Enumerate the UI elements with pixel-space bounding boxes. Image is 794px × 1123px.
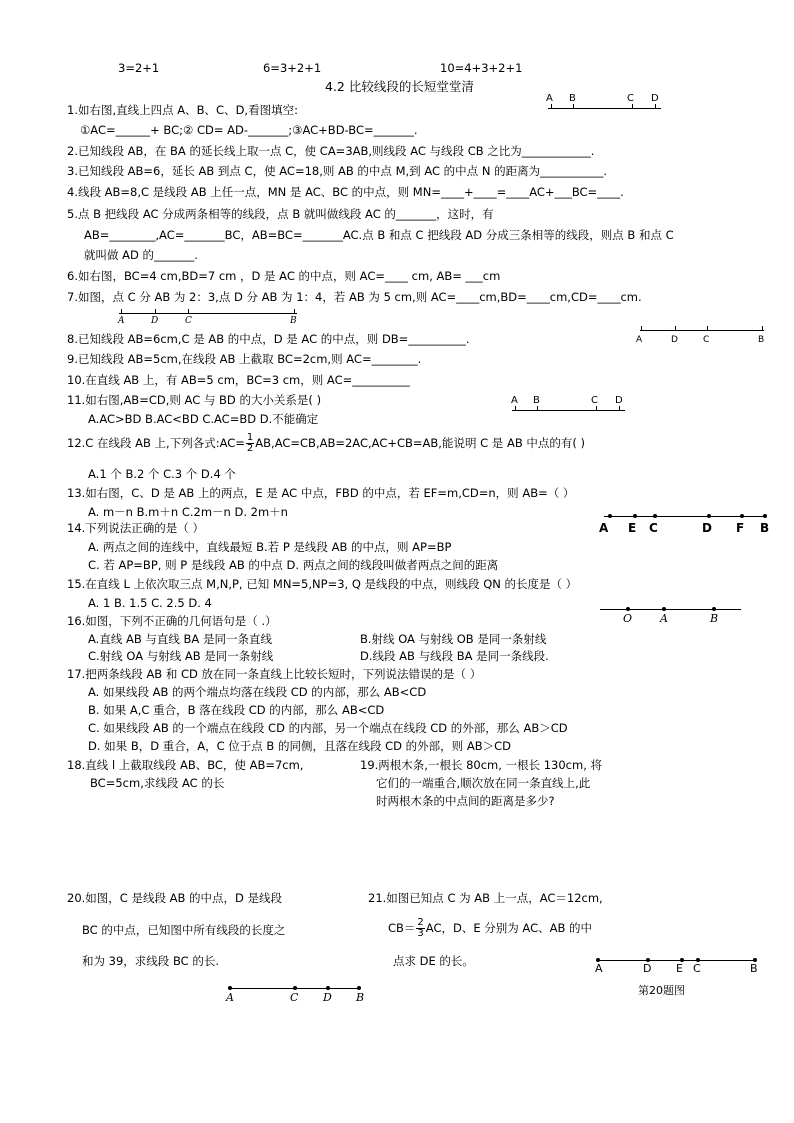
q9-text: 9.已知线段 AB=5cm,在线段 AB 上截取 BC=2cm,则 AC=________.: [67, 352, 422, 366]
q19-line-2: 它们的一端重合,顺次放在同一条直线上,此: [376, 776, 591, 790]
q12-pre: 12.C 在线段 AB 上,下列各式:AC=: [67, 436, 245, 450]
q13-text: 13.如右图，C、D 是 AB 上的两点，E 是 AC 中点，FBD 的中点，若 EF=m,CD=n，则 AB=（ ）: [67, 486, 575, 500]
q21-pre: CB＝: [388, 921, 416, 935]
q7-label-a: A: [118, 316, 125, 326]
q21-label-d: D: [643, 962, 652, 975]
q20-label-d: D: [323, 991, 332, 1004]
q16-opt-b: B.射线 OA 与射线 OB 是同一条射线: [360, 632, 547, 646]
q21-label-c: C: [693, 962, 701, 975]
q17-text: 17.把两条线段 AB 和 CD 放在同一条直线上比较长短时，下列说法错误的是（ ）: [67, 667, 482, 681]
q14-opt2: C. 若 AP=BP, 则 P 是线段 AB 的中点 D. 两点之间的线段叫做者两点之间的距离: [88, 558, 499, 572]
q21-line-2: [388, 915, 592, 941]
q17-opt-c: C. 如果线段 AB 的一个端点在线段 CD 的内部，另一个端点在线段 CD 的外部，那么 AB＞CD: [88, 721, 568, 735]
q5-line-3: 就叫做 AD 的_______.: [84, 248, 198, 262]
q4-text: 4.线段 AB=8,C 是线段 AB 上任一点，MN 是 AC、BC 的中点，则 MN=____+____=____AC+___BC=____.: [67, 185, 624, 199]
q17-opt-d: D. 如果 B，D 重合，A，C 位于点 B 的同侧，且落在线段 CD 的外部，则 AB＞CD: [88, 739, 511, 753]
q12-fraction: [246, 433, 254, 454]
q21-label-a: A: [595, 962, 603, 975]
equation-1: 3=2+1: [118, 61, 160, 75]
q16-label-a: A: [660, 612, 668, 625]
q7-label-d: D: [151, 316, 159, 326]
q11-text: 11.如右图,AB=CD,则 AC 与 BD 的大小关系是( ): [67, 393, 322, 407]
q14-opt1: A. 两点之间的连线中，直线最短 B.若 P 是线段 AB 的中点，则 AP=BP: [88, 540, 452, 554]
q21-frac-den: 3: [417, 928, 424, 939]
page-title: 4.2 比较线段的长短堂堂清: [325, 79, 474, 94]
q1-label-d: D: [651, 93, 659, 104]
q18-line-2: BC=5cm,求线段 AC 的长: [90, 776, 225, 790]
q13-label-f: F: [736, 521, 745, 535]
q21-label-e: E: [676, 962, 683, 975]
q16-text: 16.如图，下列不正确的几何语句是（ .）: [67, 614, 277, 628]
q1-label-b: B: [569, 93, 576, 104]
q8-label-a: A: [636, 335, 643, 345]
q13-label-a: A: [599, 521, 609, 535]
q20-line-3: 和为 39，求线段 BC 的长.: [82, 954, 219, 968]
q3-text: 3.已知线段 AB=6，延长 AB 到点 C，使 AC=18,则 AB 的中点 M,到 AC 的中点 N 的距离为___________.: [67, 164, 607, 178]
q14-text: 14.下列说法正确的是（ ）: [67, 521, 204, 535]
q7-label-c: C: [185, 316, 192, 326]
q21-label-b: B: [750, 962, 758, 975]
q11-label-a: A: [511, 395, 518, 406]
q1-text: 1.如右图,直线上四点 A、B、C、D,看图填空:: [67, 103, 298, 117]
q11-label-d: D: [615, 395, 623, 406]
q20-line-2: BC 的中点，已知图中所有线段的长度之: [82, 923, 286, 937]
q21-line-3: 点求 DE 的长。: [393, 954, 474, 968]
q12-options: A.1 个 B.2 个 C.3 个 D.4 个: [88, 467, 236, 481]
q16-opt-d: D.线段 AB 与线段 BA 是同一条线段.: [360, 649, 549, 663]
q16-opt-a: A.直线 AB 与直线 BA 是同一条直线: [88, 632, 272, 646]
q10-text: 10.在直线 AB 上，有 AB=5 cm，BC=3 cm，则 AC=__________: [67, 373, 410, 387]
q8-label-d: D: [671, 335, 678, 345]
q11-label-c: C: [591, 395, 598, 406]
q20-label-b: B: [356, 991, 365, 1004]
q7-label-b: B: [290, 316, 297, 326]
q19-line-1: 19.两根木条,一根长 80cm, 一根长 130cm, 将: [360, 758, 603, 772]
q17-opt-b: B. 如果 A,C 重合，B 落在线段 CD 的内部，那么 AB<CD: [88, 703, 385, 717]
q2-text: 2.已知线段 AB，在 BA 的延长线上取一点 C，使 CA=3AB,则线段 AC 与线段 CB 之比为____________.: [67, 144, 595, 158]
q12-post: AB,AC=CB,AB=2AC,AC+CB=AB,能说明 C 是 AB 中点的有( ): [255, 436, 585, 450]
q12-frac-num: 1: [246, 432, 254, 443]
q1-label-a: A: [546, 93, 553, 104]
q20-line-1: 20.如图，C 是线段 AB 的中点，D 是线段: [67, 891, 283, 905]
q16-label-b: B: [710, 612, 719, 625]
q5-line-2: AB=________,AC=_______BC，AB=BC=_______AC.点 B 和点 C 把线段 AD 分成三条相等的线段，则点 B 和点 C: [84, 228, 674, 242]
q13-label-d: D: [702, 521, 712, 535]
q16-opt-c: C.射线 OA 与射线 AB 是同一条射线: [88, 649, 274, 663]
q20-label-a: A: [226, 991, 234, 1004]
q17-opt-a: A. 如果线段 AB 的两个端点均落在线段 CD 的内部，那么 AB<CD: [88, 685, 427, 699]
q5-line-1: 5.点 B 把线段 AC 分成两条相等的线段，点 B 就叫做线段 AC 的_______，这时，有: [67, 207, 494, 221]
q13-label-e: E: [628, 521, 637, 535]
q12-frac-den: 2: [246, 443, 254, 454]
q8-label-c: C: [703, 335, 710, 345]
equation-2: 6=3+2+1: [263, 61, 322, 75]
q20-label-c: C: [290, 991, 299, 1004]
figure-caption: 第20题图: [638, 984, 685, 997]
q11-options: A.AC>BD B.AC<BD C.AC=BD D.不能确定: [88, 412, 319, 426]
q11-label-b: B: [533, 395, 540, 406]
q13-label-b: B: [760, 521, 770, 535]
q8-text: 8.已知线段 AB=6cm,C 是 AB 的中点，D 是 AC 的中点，则 DB=__________.: [67, 332, 470, 346]
q16-label-o: O: [623, 612, 633, 625]
q6-text: 6.如右图，BC=4 cm,BD=7 cm ，D 是 AC 的中点，则 AC=____ cm, AB= ___cm: [67, 269, 501, 283]
q7-text: 7.如图，点 C 分 AB 为 2：3,点 D 分 AB 为 1：4，若 AB 为 5 cm,则 AC=____cm,BD=____cm,CD=____cm.: [67, 290, 642, 304]
equation-3: 10=4+3+2+1: [440, 61, 523, 75]
q8-label-b: B: [758, 335, 765, 345]
q21-frac-num: 2: [417, 917, 424, 928]
q15-text: 15.在直线 L 上依次取三点 M,N,P, 已知 MN=5,NP=3, Q 是线段的中点，则线段 QN 的长度是（ ）: [67, 577, 578, 591]
q18-line-1: 18.直线 l 上截取线段 AB、BC，使 AB=7cm,: [67, 758, 304, 772]
q13-options: A. m－n B.m＋n C.2m－n D. 2m＋n: [88, 505, 288, 519]
q21-line-1: 21.如图已知点 C 为 AB 上一点，AC＝12cm,: [368, 891, 603, 905]
q21-post: AC，D、E 分别为 AC、AB 的中: [425, 921, 593, 935]
q15-options: A. 1 B. 1.5 C. 2.5 D. 4: [88, 596, 212, 610]
q19-line-3: 时两根木条的中点间的距离是多少?: [376, 794, 555, 808]
q21-fraction: [416, 918, 424, 939]
q13-label-c: C: [649, 521, 658, 535]
q12-text: [67, 431, 585, 455]
q1-label-c: C: [627, 93, 634, 104]
q1-sub: ①AC=______+ BC;② CD= AD-_______;③AC+BD-BC=_______.: [80, 123, 418, 137]
